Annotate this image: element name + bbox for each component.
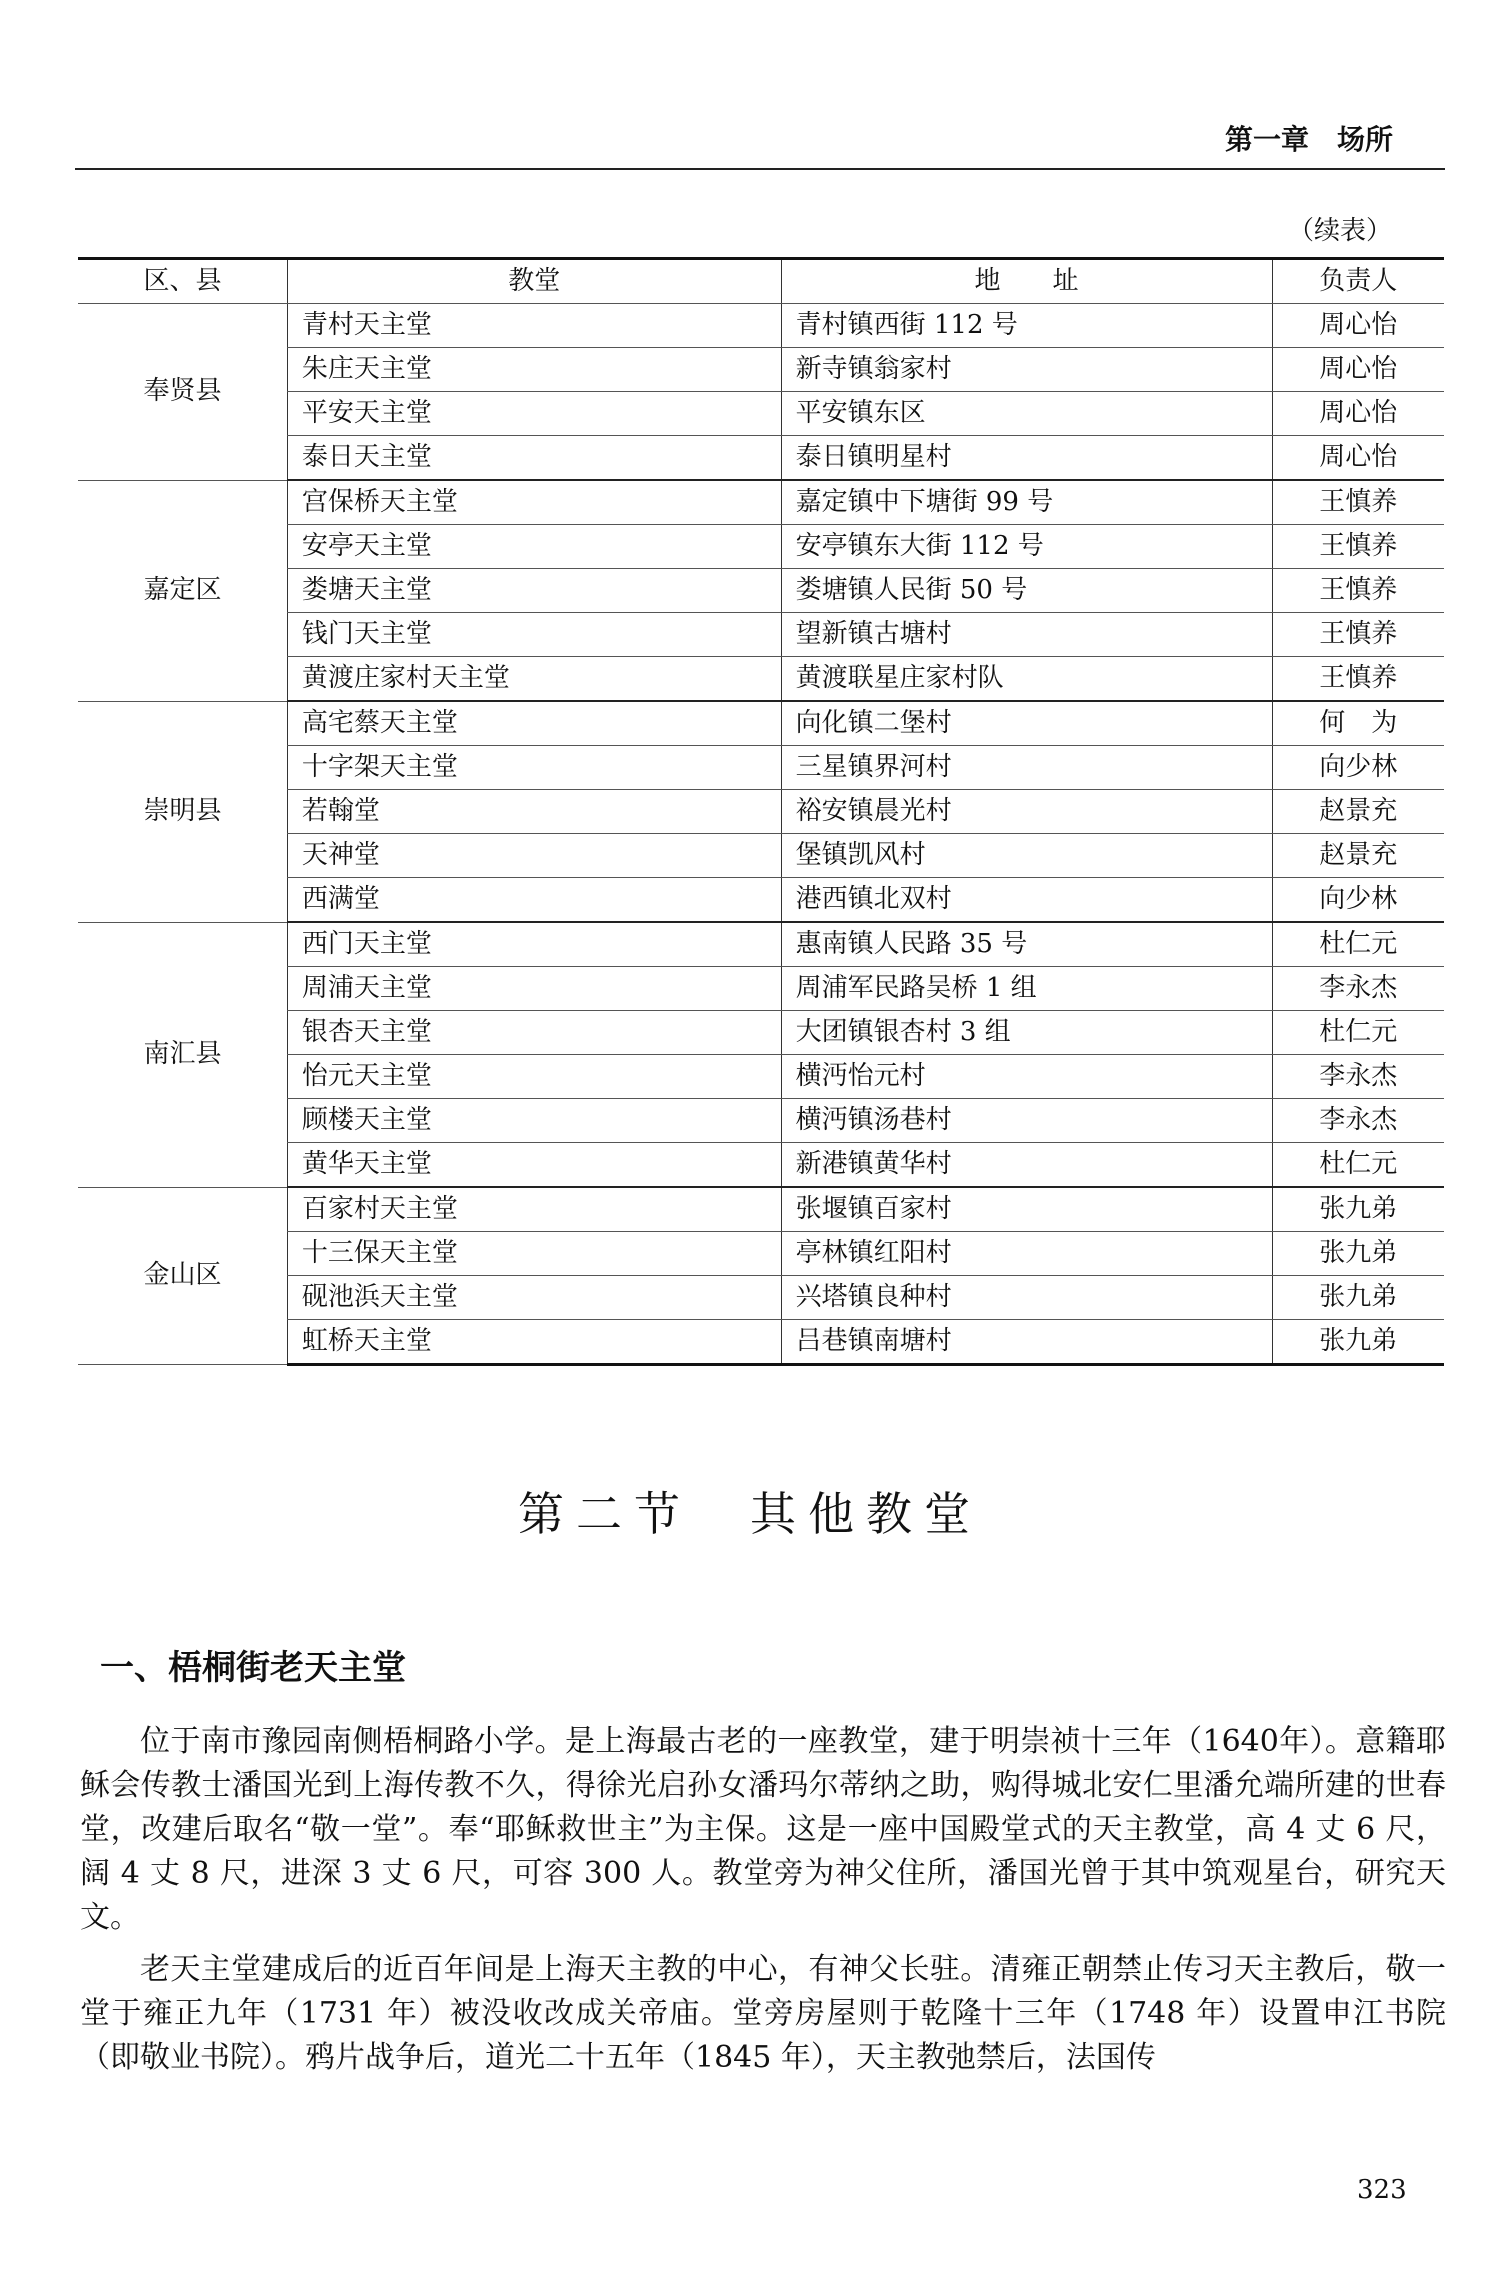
- person-cell: 周心怡: [1272, 436, 1444, 481]
- church-cell: 娄塘天主堂: [287, 569, 781, 613]
- table-header-row: [78, 259, 1444, 304]
- district-cell: 南汇县: [78, 922, 287, 1187]
- address-cell: 堡镇凯风村: [781, 834, 1272, 878]
- page-number: 323: [1357, 2175, 1407, 2205]
- address-cell: 兴塔镇良种村: [781, 1276, 1272, 1320]
- address-cell: 新寺镇翁家村: [781, 348, 1272, 392]
- church-cell: 砚池浜天主堂: [287, 1276, 781, 1320]
- paragraph: 老天主堂建成后的近百年间是上海天主教的中心，有神父长驻。清雍正朝禁止传习天主教后，敬一堂于雍正九年（1731 年）被没收改成关帝庙。堂旁房屋则于乾隆十三年（1748 年）设置申江书院（即敬业书院）。鸦片战争后，道光二十五年（1845 年），天主教弛禁后，法国传: [80, 1952, 1446, 2075]
- address-cell: 娄塘镇人民街 50 号: [781, 569, 1272, 613]
- church-cell: 平安天主堂: [287, 392, 781, 436]
- church-cell: 天神堂: [287, 834, 781, 878]
- person-cell: 周心怡: [1272, 304, 1444, 348]
- person-cell: 何 为: [1272, 701, 1444, 746]
- church-cell: 怡元天主堂: [287, 1055, 781, 1099]
- person-cell: 王慎养: [1272, 525, 1444, 569]
- person-cell: 李永杰: [1272, 1055, 1444, 1099]
- address-cell: 惠南镇人民路 35 号: [781, 922, 1272, 967]
- church-cell: 钱门天主堂: [287, 613, 781, 657]
- person-cell: 王慎养: [1272, 657, 1444, 702]
- address-cell: 横沔镇汤巷村: [781, 1099, 1272, 1143]
- person-cell: 周心怡: [1272, 392, 1444, 436]
- address-cell: 安亭镇东大街 112 号: [781, 525, 1272, 569]
- district-cell: 奉贤县: [78, 304, 287, 481]
- column-header-district: 区、县: [78, 259, 287, 304]
- person-cell: 李永杰: [1272, 967, 1444, 1011]
- running-header: 第一章 场所: [1225, 123, 1394, 156]
- table-row: [78, 480, 1444, 525]
- table-row: [78, 304, 1444, 348]
- address-cell: 张堰镇百家村: [781, 1187, 1272, 1232]
- address-cell: 港西镇北双村: [781, 878, 1272, 923]
- person-cell: 王慎养: [1272, 613, 1444, 657]
- church-cell: 若翰堂: [287, 790, 781, 834]
- person-cell: 向少林: [1272, 878, 1444, 923]
- person-cell: 周心怡: [1272, 348, 1444, 392]
- district-cell: 金山区: [78, 1187, 287, 1365]
- church-cell: 朱庄天主堂: [287, 348, 781, 392]
- church-cell: 青村天主堂: [287, 304, 781, 348]
- church-cell: 西满堂: [287, 878, 781, 923]
- church-cell: 顾楼天主堂: [287, 1099, 781, 1143]
- continued-note: （续表）: [1288, 216, 1393, 246]
- body-text: [80, 1720, 1446, 2088]
- district-cell: 崇明县: [78, 701, 287, 922]
- address-cell: 新港镇黄华村: [781, 1143, 1272, 1188]
- person-cell: 杜仁元: [1272, 922, 1444, 967]
- address-cell: 向化镇二堡村: [781, 701, 1272, 746]
- person-cell: 赵景充: [1272, 834, 1444, 878]
- church-table: [78, 257, 1444, 1366]
- address-cell: 横沔怡元村: [781, 1055, 1272, 1099]
- person-cell: 杜仁元: [1272, 1011, 1444, 1055]
- church-cell: 十三保天主堂: [287, 1232, 781, 1276]
- address-cell: 平安镇东区: [781, 392, 1272, 436]
- church-cell: 虹桥天主堂: [287, 1320, 781, 1365]
- person-cell: 张九弟: [1272, 1232, 1444, 1276]
- address-cell: 青村镇西街 112 号: [781, 304, 1272, 348]
- address-cell: 嘉定镇中下塘街 99 号: [781, 480, 1272, 525]
- address-cell: 裕安镇晨光村: [781, 790, 1272, 834]
- church-cell: 银杏天主堂: [287, 1011, 781, 1055]
- church-cell: 泰日天主堂: [287, 436, 781, 481]
- table-row: [78, 922, 1444, 967]
- address-cell: 泰日镇明星村: [781, 436, 1272, 481]
- person-cell: 张九弟: [1272, 1187, 1444, 1232]
- church-cell: 黄渡庄家村天主堂: [287, 657, 781, 702]
- table-row: [78, 701, 1444, 746]
- person-cell: 李永杰: [1272, 1099, 1444, 1143]
- person-cell: 杜仁元: [1272, 1143, 1444, 1188]
- church-cell: 宫保桥天主堂: [287, 480, 781, 525]
- address-cell: 周浦军民路吴桥 1 组: [781, 967, 1272, 1011]
- paragraph: 位于南市豫园南侧梧桐路小学。是上海最古老的一座教堂，建于明崇祯十三年（1640年）。意籍耶稣会传教士潘国光到上海传教不久，得徐光启孙女潘玛尔蒂纳之助，购得城北安仁里潘允端所建的世春堂，改建后取名“敬一堂”。奉“耶稣救世主”为主保。这是一座中国殿堂式的天主教堂，高 4 丈 6 尺，阔 4 丈 8 尺，进深 3 丈 6 尺，可容 300 人。教堂旁为神父住所，潘国光曾于其中筑观星台，研究天文。: [80, 1724, 1446, 1935]
- church-cell: 十字架天主堂: [287, 746, 781, 790]
- column-header-address: 地 址: [781, 259, 1272, 304]
- subsection-title: 一、梧桐街老天主堂: [100, 1648, 406, 1688]
- table-body: [78, 304, 1444, 1365]
- person-cell: 张九弟: [1272, 1320, 1444, 1365]
- church-cell: 周浦天主堂: [287, 967, 781, 1011]
- person-cell: 向少林: [1272, 746, 1444, 790]
- person-cell: 王慎养: [1272, 480, 1444, 525]
- column-header-church: 教堂: [287, 259, 781, 304]
- address-cell: 三星镇界河村: [781, 746, 1272, 790]
- address-cell: 黄渡联星庄家村队: [781, 657, 1272, 702]
- column-header-person: 负责人: [1272, 259, 1444, 304]
- address-cell: 吕巷镇南塘村: [781, 1320, 1272, 1365]
- person-cell: 张九弟: [1272, 1276, 1444, 1320]
- address-cell: 大团镇银杏村 3 组: [781, 1011, 1272, 1055]
- church-cell: 安亭天主堂: [287, 525, 781, 569]
- header-rule: [75, 168, 1445, 170]
- table-row: [78, 1187, 1444, 1232]
- person-cell: 王慎养: [1272, 569, 1444, 613]
- church-cell: 百家村天主堂: [287, 1187, 781, 1232]
- church-cell: 黄华天主堂: [287, 1143, 781, 1188]
- address-cell: 望新镇古塘村: [781, 613, 1272, 657]
- district-cell: 嘉定区: [78, 480, 287, 701]
- section-title: 第二节 其他教堂: [518, 1487, 982, 1541]
- person-cell: 赵景充: [1272, 790, 1444, 834]
- church-cell: 高宅蔡天主堂: [287, 701, 781, 746]
- address-cell: 亭林镇红阳村: [781, 1232, 1272, 1276]
- church-cell: 西门天主堂: [287, 922, 781, 967]
